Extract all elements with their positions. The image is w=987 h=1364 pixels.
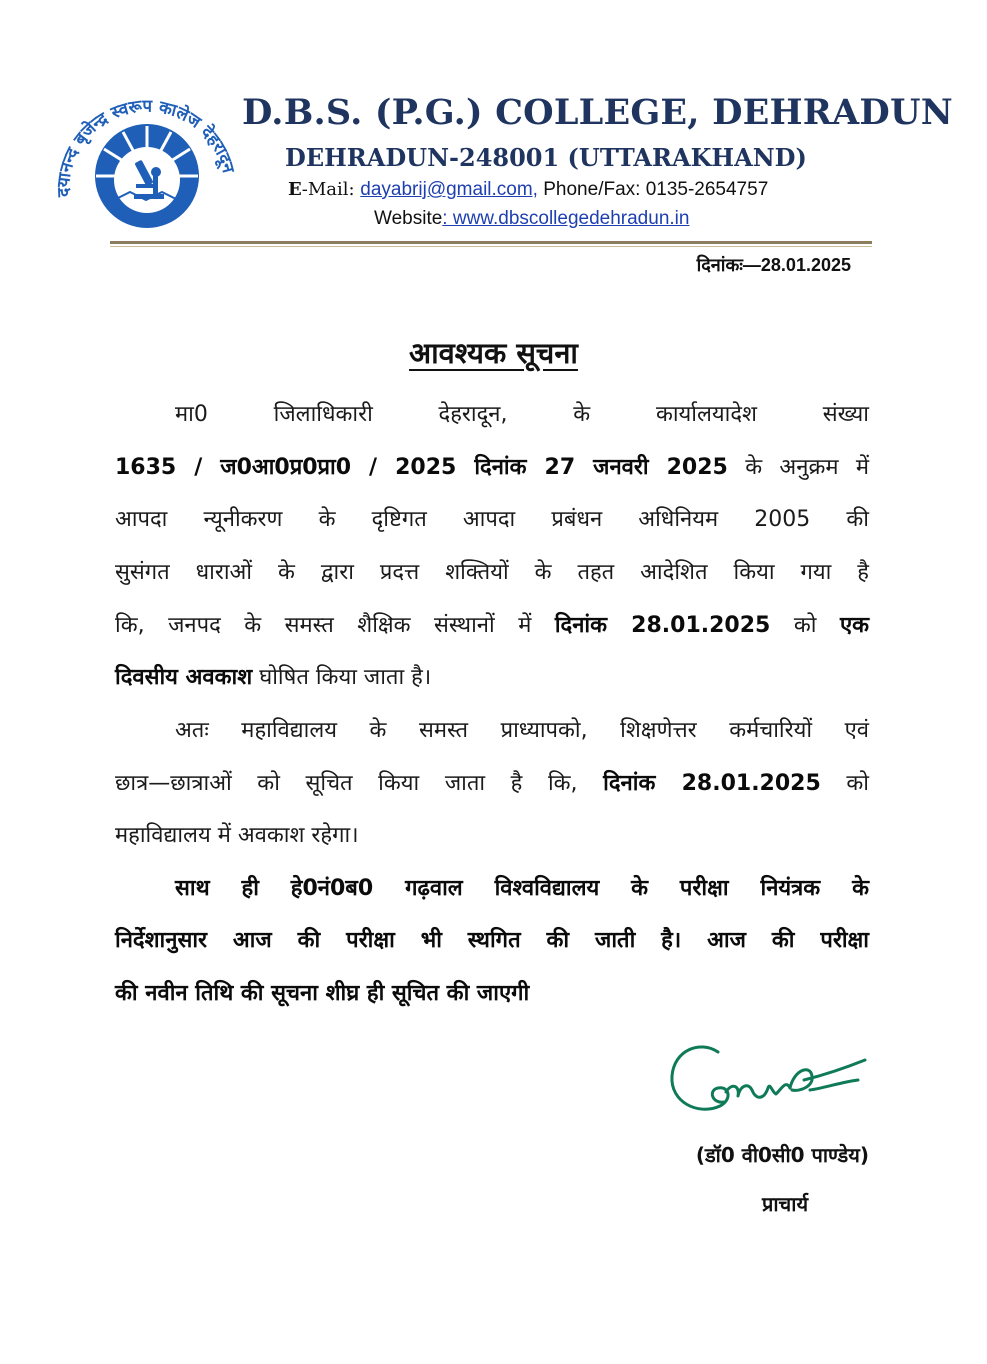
- p2-line-1: अतः महाविद्यालय के समस्त प्राध्यापको, शिक्षणेत्तर कर्मचारियों एवं: [175, 718, 869, 743]
- p1-line-6-text: घोषित किया जाता है।: [259, 665, 432, 690]
- email-link[interactable]: dayabrij@gmail.com,: [360, 179, 538, 200]
- p2-line-2-end: को: [846, 771, 869, 796]
- p1-line-4: सुसंगत धाराओं के द्वारा प्रदत्त शक्तियों के तहत आदेशित किया गया है: [115, 560, 869, 585]
- notice-heading: [0, 333, 987, 372]
- email-label: E-Mail:: [288, 179, 361, 200]
- principal-name: (डॉ0 वी0सी0 पाण्डेय): [695, 1143, 869, 1167]
- website-line: [374, 208, 689, 230]
- p1-line-5-bold: एक: [839, 613, 869, 638]
- p2-line-3: महाविद्यालय में अवकाश रहेगा।: [115, 823, 359, 848]
- college-name: D.B.S. (P.G.) COLLEGE, DEHRADUN: [242, 92, 953, 133]
- p1-line-6: [115, 658, 869, 698]
- logo-text: दयानन्द बृजेन्द्र स्वरूप कालेज देहरादून: [53, 96, 239, 198]
- header-divider-thin: [110, 246, 872, 247]
- p1-line-1: मा0 जिलाधिकारी देहरादून, के कार्यालयादेश संख्या: [175, 402, 869, 427]
- contact-line: [288, 179, 768, 201]
- p1-line-5-mid: को: [793, 613, 817, 638]
- order-reference: 1635 / ज0आ0प्र0प्रा0 / 2025 दिनांक 27 जनवरी 2025: [115, 455, 728, 480]
- holiday-date-2: दिनांक 28.01.2025: [603, 771, 821, 796]
- principal-signature: [660, 1030, 880, 1130]
- p1-line-3: आपदा न्यूनीकरण के दृष्टिगत आपदा प्रबंधन अधिनियम 2005 की: [115, 507, 869, 532]
- holiday-date: दिनांक 28.01.2025: [554, 613, 771, 638]
- holiday-phrase: दिवसीय अवकाश: [115, 665, 253, 690]
- header-divider: [110, 241, 872, 244]
- p1-line-2: [115, 448, 869, 488]
- principal-title: प्राचार्य: [762, 1192, 809, 1216]
- notice-heading-text: आवश्यक सूचना: [409, 336, 578, 370]
- p1-line-5: [115, 606, 869, 646]
- website-label: Website: [374, 208, 443, 229]
- college-address: DEHRADUN-248001 (UTTARAKHAND): [285, 143, 807, 172]
- p1-line-5-text: कि, जनपद के समस्त शैक्षिक संस्थानों में: [115, 613, 532, 638]
- p3-line-3: की नवीन तिथि की सूचना शीघ्र ही सूचित की जाएगी: [115, 981, 530, 1006]
- phone-fax: Phone/Fax: 0135-2654757: [537, 179, 769, 200]
- p3-line-1: साथ ही हे0नं0ब0 गढ़वाल विश्वविद्यालय के परीक्षा नियंत्रक के: [175, 876, 869, 901]
- notice-date: दिनांकः—28.01.2025: [696, 255, 851, 275]
- website-link[interactable]: : www.dbscollegedehradun.in: [442, 208, 690, 229]
- p3-line-2: निर्देशानुसार आज की परीक्षा भी स्थगित की जाती है। आज की परीक्षा: [115, 928, 869, 953]
- p2-line-2: [115, 764, 869, 804]
- p1-line-2-text: के अनुक्रम में: [745, 455, 869, 480]
- college-logo: [52, 80, 242, 230]
- p2-line-2-text: छात्र—छात्राओं को सूचित किया जाता है कि,: [115, 771, 578, 796]
